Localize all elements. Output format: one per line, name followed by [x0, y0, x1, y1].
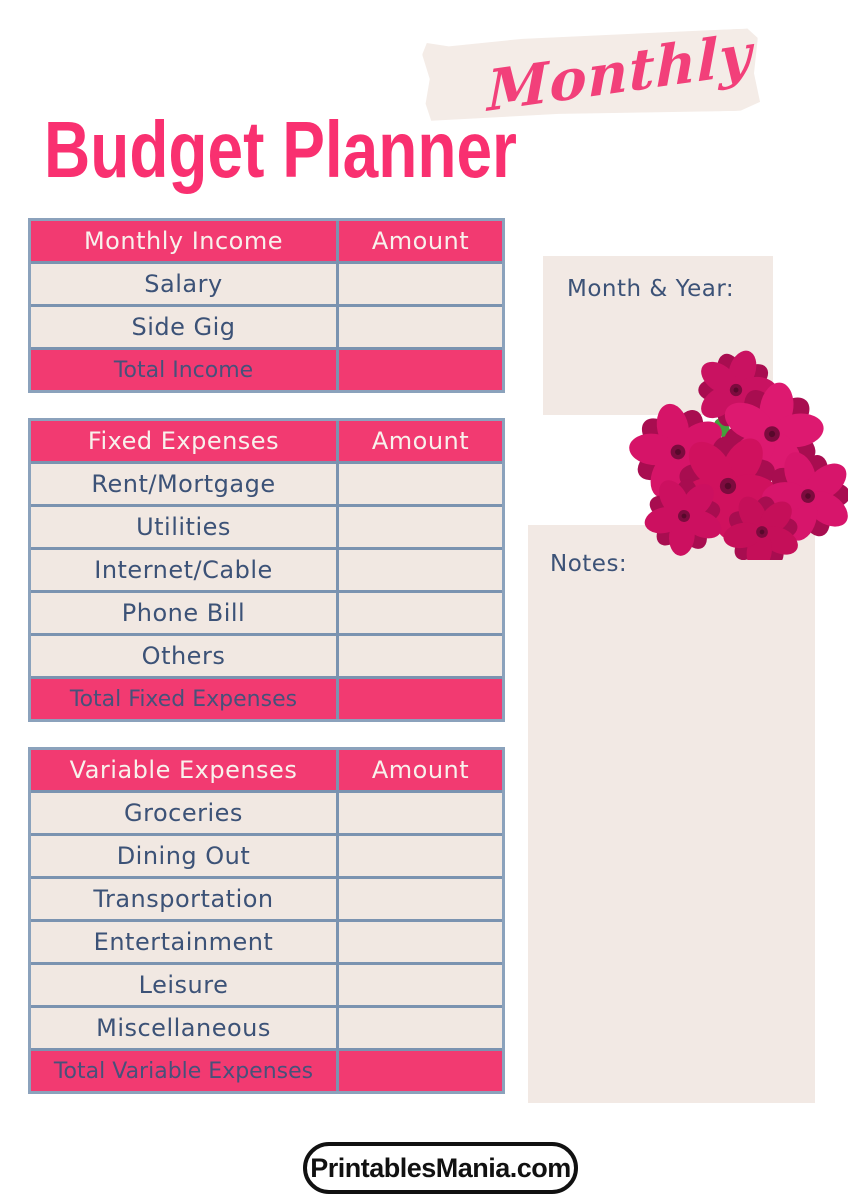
monthly-income-header-amount: Amount [339, 221, 502, 261]
amount-blank-cell [339, 793, 502, 833]
monthly-income-table [28, 218, 505, 393]
variable-expenses-header-category: Variable Expenses [31, 750, 336, 790]
variable-expenses-total-amount-cell [339, 1051, 502, 1091]
row-label-cell: Entertainment [31, 922, 336, 962]
row-label-cell: Transportation [31, 879, 336, 919]
row-label-cell: Others [31, 636, 336, 676]
variable-expenses-header-amount: Amount [339, 750, 502, 790]
fixed-expenses-total-amount-cell [339, 679, 502, 719]
row-label-cell: Side Gig [31, 307, 336, 347]
row-label-cell: Utilities [31, 507, 336, 547]
monthly-income-total-label: Total Income [31, 350, 336, 390]
fixed-expenses-total-label: Total Fixed Expenses [31, 679, 336, 719]
amount-blank-cell [339, 307, 502, 347]
row-label-cell: Internet/Cable [31, 550, 336, 590]
geranium-flower-icon [626, 350, 848, 560]
budget-tables [28, 218, 505, 1119]
monthly-income-header-category: Monthly Income [31, 221, 336, 261]
row-label-cell: Rent/Mortgage [31, 464, 336, 504]
row-label-cell: Groceries [31, 793, 336, 833]
notes-label: Notes: [550, 551, 628, 577]
amount-blank-cell [339, 879, 502, 919]
amount-blank-cell [339, 507, 502, 547]
variable-expenses-table [28, 747, 505, 1094]
monthly-income-total-amount-cell [339, 350, 502, 390]
notes-box [528, 525, 815, 1103]
amount-blank-cell [339, 965, 502, 1005]
amount-blank-cell [339, 550, 502, 590]
footer-brand-text: PrintablesMania.com [310, 1152, 571, 1183]
amount-blank-cell [339, 636, 502, 676]
row-label-cell: Salary [31, 264, 336, 304]
amount-blank-cell [339, 593, 502, 633]
variable-expenses-total-label: Total Variable Expenses [31, 1051, 336, 1091]
row-label-cell: Dining Out [31, 836, 336, 876]
page-title: Budget Planner [44, 105, 517, 194]
amount-blank-cell [339, 264, 502, 304]
amount-blank-cell [339, 464, 502, 504]
amount-blank-cell [339, 836, 502, 876]
amount-blank-cell [339, 1008, 502, 1048]
row-label-cell: Miscellaneous [31, 1008, 336, 1048]
tape-label: Monthly [487, 21, 753, 125]
fixed-expenses-header-category: Fixed Expenses [31, 421, 336, 461]
fixed-expenses-header-amount: Amount [339, 421, 502, 461]
fixed-expenses-table [28, 418, 505, 722]
row-label-cell: Phone Bill [31, 593, 336, 633]
footer-brand-pill [303, 1142, 578, 1194]
amount-blank-cell [339, 922, 502, 962]
row-label-cell: Leisure [31, 965, 336, 1005]
month-year-label: Month & Year: [567, 276, 735, 302]
